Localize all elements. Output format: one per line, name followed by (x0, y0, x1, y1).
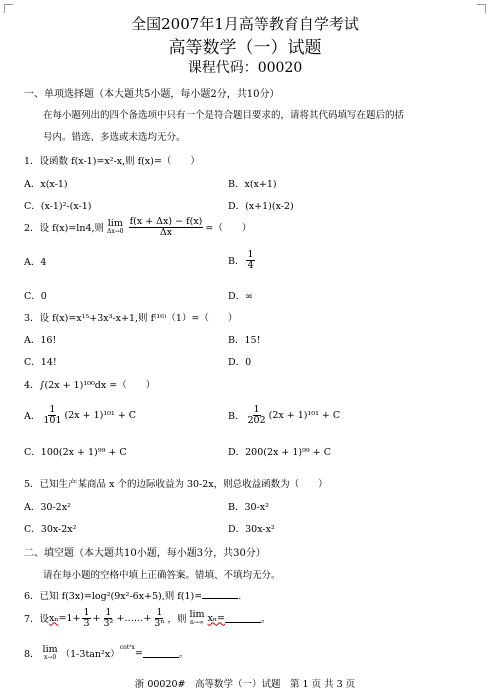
subject-title: 高等数学（一）试题 (168, 38, 322, 58)
fraction-numerator: 1 (105, 606, 112, 618)
page-footer: 浙 00020# 高等数学（一）试题 第 1 页 共 3 页 (134, 679, 356, 690)
fraction-numerator: f(x + Δx) − f(x) (129, 215, 203, 227)
limit-expression (107, 219, 124, 235)
section-2-heading: 二、填空题（本大题共10小题，每小题3分，共30分） (24, 548, 266, 559)
limit-subscript: Δx→0 (107, 227, 124, 235)
question-8 (24, 640, 188, 666)
option-c: C．100(2x + 1)⁹⁹ + C (24, 447, 127, 458)
option-expression: (2x + 1)¹⁰¹ + C (268, 409, 341, 421)
answer-blank (225, 613, 261, 623)
option-c: C．0 (24, 291, 47, 302)
question-3: 3．设 f(x)=x¹⁵+3x³-x+1,则 f⁽¹⁶⁾（1）=（ ） (24, 313, 238, 324)
question-number: 8． (24, 649, 40, 660)
option-b (228, 401, 340, 429)
option-b: B．15! (228, 335, 261, 346)
fraction-denominator: 202 (247, 414, 266, 426)
option-label: B． (228, 411, 245, 422)
fraction-numerator: 1 (49, 403, 56, 415)
option-label: A． (24, 411, 41, 422)
option-expression: (2x + 1)¹⁰¹ + C (64, 409, 137, 421)
option-b: B．30-x² (228, 502, 269, 513)
fraction-numerator: 1 (83, 606, 90, 618)
section-1-instruction: 号内。错选、多选或未选均无分。 (43, 132, 186, 143)
fraction (153, 608, 165, 629)
option-b (228, 246, 257, 274)
limit-body: （1-3tan²x） (60, 649, 120, 660)
question-7-mid: ，则 (167, 614, 187, 625)
fraction-denominator: Δx (159, 226, 173, 238)
fraction-denominator: 3² (103, 617, 114, 629)
question-2-tail: =（ ） (205, 223, 252, 234)
exam-title: 全国2007年1月高等教育自学考试 (131, 15, 359, 33)
fraction (82, 608, 90, 629)
question-6: 6．已知 f(3x)=log²(9x²-6x+5),则 f(1)= . (24, 591, 242, 602)
option-a: A．30-2x² (24, 502, 71, 513)
question-7 (24, 603, 271, 633)
option-a: A．16! (24, 335, 57, 346)
question-2 (24, 212, 251, 242)
option-d: D．∞ (228, 291, 254, 302)
sequence-term: xₙ (49, 612, 59, 624)
limit-subscript: x→0 (43, 653, 57, 661)
exponent: cot²x (119, 643, 135, 651)
fraction-denominator: 101 (43, 414, 62, 426)
fraction (42, 405, 62, 426)
fraction-numerator: 1 (247, 248, 254, 260)
answer-blank (143, 648, 179, 658)
limit-word: lim (189, 609, 205, 621)
answer-blank (202, 589, 238, 599)
option-d: D．0 (228, 357, 252, 368)
option-d: D．30x-x² (228, 524, 275, 535)
crop-mark (477, 4, 486, 13)
period: 。 (260, 614, 271, 625)
sequence-term: xₙ= (207, 612, 225, 624)
option-d: D．200(2x + 1)⁹⁹ + C (228, 447, 331, 458)
option-a: A．4 (24, 257, 47, 268)
fraction-numerator: 1 (253, 403, 260, 415)
equals: =1+ (58, 612, 81, 624)
limit-expression (189, 610, 204, 626)
section-1-instruction: 在每小题列出的四个备选项中只有一个是符合题目要求的，请将其代码填写在题后的括 (43, 110, 405, 121)
option-label: B． (228, 256, 245, 267)
option-c: C．(x-1)²-(x-1) (24, 201, 92, 212)
question-1: 1．设函数 f(x-1)=x²-x,则 f(x)=（ ） (24, 156, 200, 167)
question-number: 4． (24, 380, 40, 391)
question-7-stem: 7．设 (24, 614, 50, 625)
limit-word: lim (107, 218, 123, 230)
question-5: 5．已知生产某商品 x 个的边际收益为 30-2x，则总收益函数为（ ） (24, 479, 328, 490)
option-c: C．30x-2x² (24, 524, 77, 535)
option-b: B．x(x+1) (228, 179, 277, 190)
option-c: C．14! (24, 357, 57, 368)
fraction-denominator: 4 (247, 259, 254, 271)
fraction-denominator: 3 (83, 617, 90, 629)
question-6-stem: 6．已知 f(3x)=log²(9x²-6x+5),则 f(1)= (24, 591, 203, 602)
fraction (246, 405, 266, 426)
limit-expression (43, 645, 58, 661)
plus-sign: + (92, 612, 101, 624)
limit-word: lim (42, 644, 58, 656)
option-d: D．(x+1)(x-2) (228, 201, 294, 212)
section-1-heading: 一、单项选择题（本大题共5小题，每小题2分，共10分） (24, 89, 280, 100)
option-a: A．x(x-1) (24, 179, 68, 190)
period: 。 (178, 649, 189, 660)
crop-mark (4, 4, 13, 13)
question-2-stem: 2．设 f(x)=ln4,则 (24, 223, 105, 234)
course-code: 课程代码：00020 (187, 60, 303, 76)
question-4 (24, 374, 155, 394)
fraction (129, 217, 204, 238)
fraction (103, 608, 115, 629)
equals: = (134, 647, 143, 659)
fraction-denominator: 3ⁿ (154, 617, 165, 629)
integral-expression: ∫(2x + 1)¹⁰⁰dx =（ ） (39, 380, 156, 391)
limit-subscript: n→∞ (190, 618, 204, 626)
fraction (246, 250, 254, 271)
section-2-instruction: 请在每小题的空格中填上正确答案。错填、不填均无分。 (43, 570, 281, 581)
option-a (24, 401, 136, 429)
fraction-numerator: 1 (156, 606, 163, 618)
ellipsis: +……+ (116, 612, 152, 624)
